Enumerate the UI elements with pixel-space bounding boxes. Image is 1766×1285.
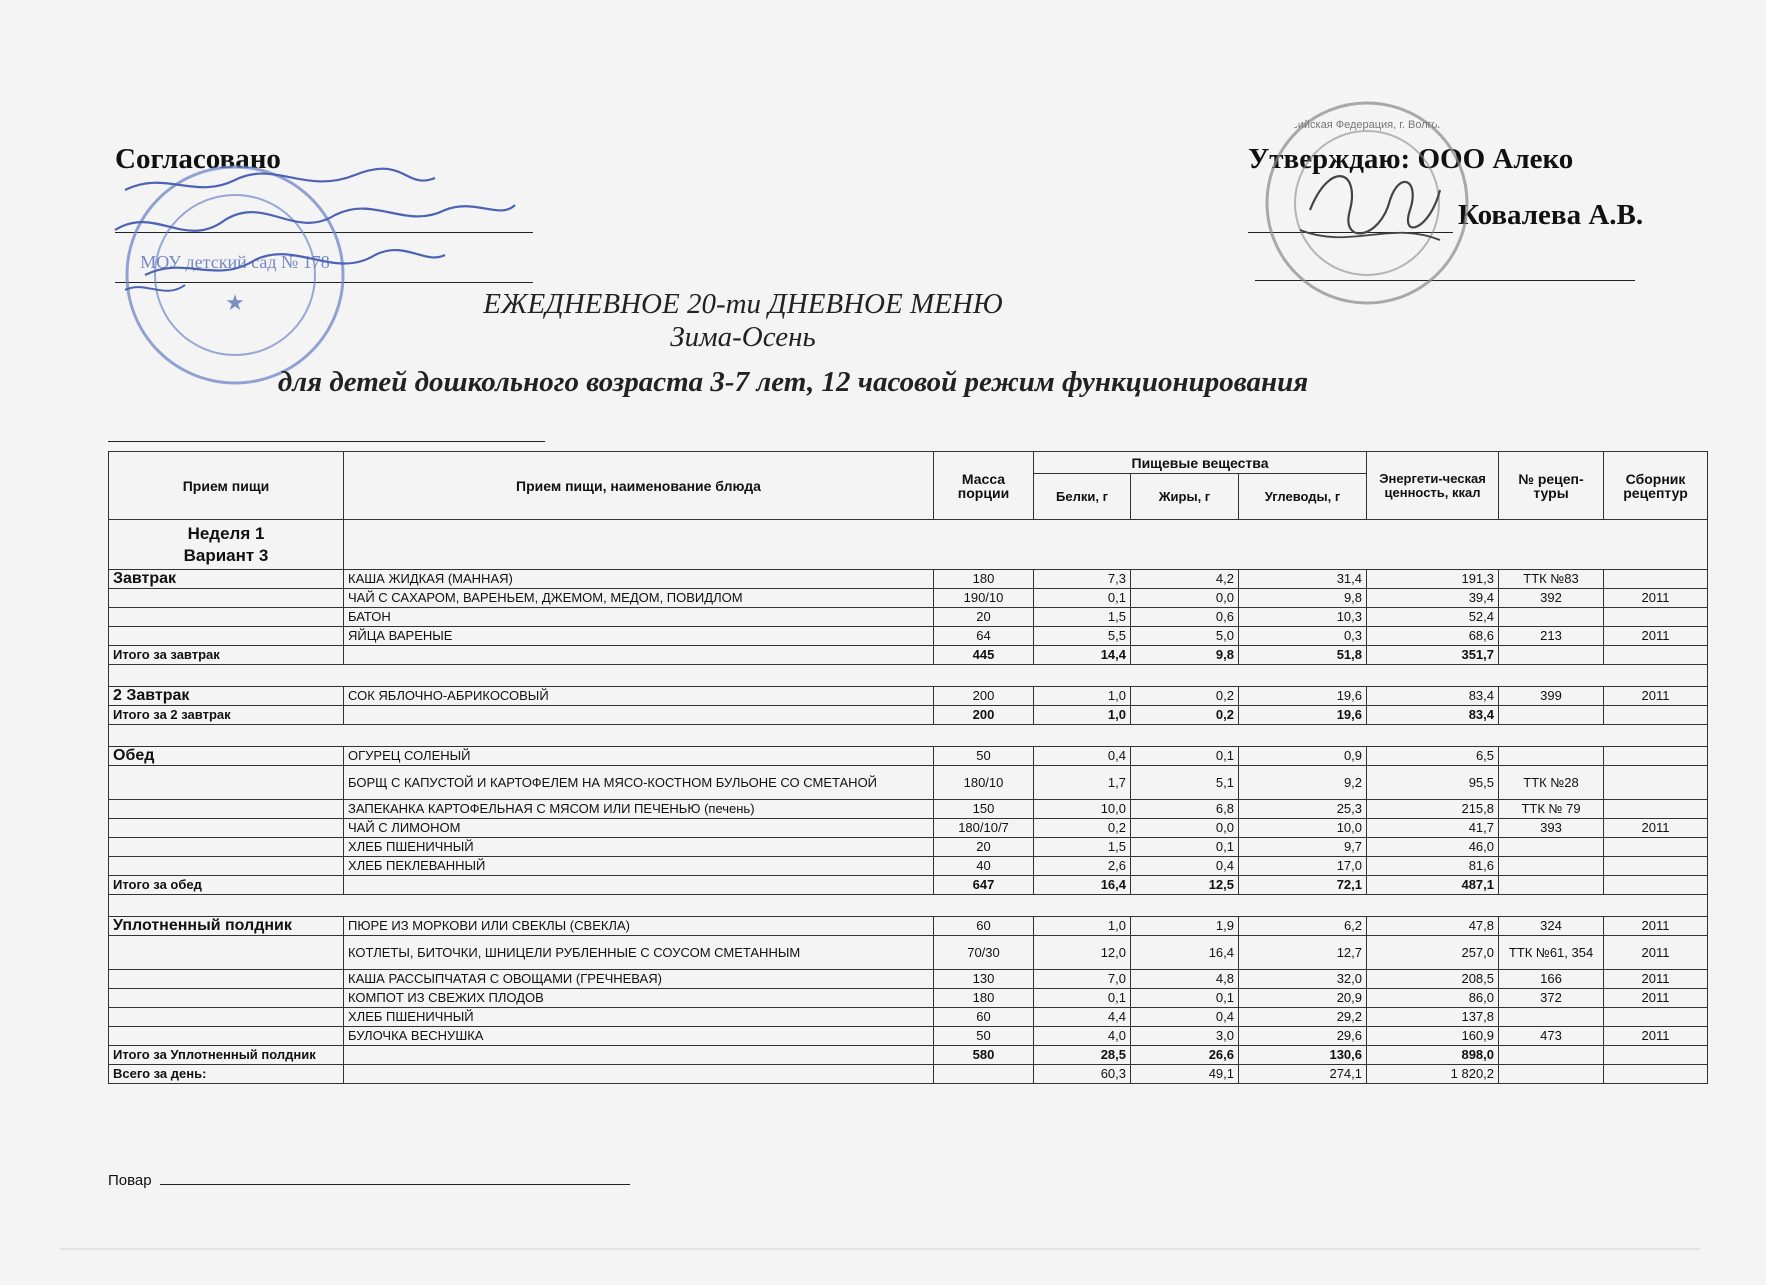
subtotal-row: [109, 876, 1708, 895]
value-f: 0,2: [1131, 687, 1239, 706]
value-f: 6,8: [1131, 800, 1239, 819]
empty-cell: [1499, 646, 1604, 665]
value-c: 17,0: [1239, 857, 1367, 876]
recipe-collection: [1604, 1008, 1708, 1027]
dish-row: [109, 970, 1708, 989]
value-f: 49,1: [1131, 1065, 1239, 1084]
recipe-collection: 2011: [1604, 627, 1708, 646]
underline-left: [108, 441, 545, 442]
value-p: 7,0: [1034, 970, 1131, 989]
value-c: 6,2: [1239, 917, 1367, 936]
subtotal-label: Итого за обед: [109, 876, 344, 895]
dish-name: ЯЙЦА ВАРЕНЫЕ: [344, 627, 934, 646]
value-e: 81,6: [1367, 857, 1499, 876]
header-nutrients: Пищевые вещества: [1034, 452, 1367, 474]
value-e: 137,8: [1367, 1008, 1499, 1027]
dish-name: ХЛЕБ ПЕКЛЕВАННЫЙ: [344, 857, 934, 876]
subtotal-label: Итого за завтрак: [109, 646, 344, 665]
recipe-number: 393: [1499, 819, 1604, 838]
dish-row: [109, 570, 1708, 589]
value-e: 257,0: [1367, 936, 1499, 970]
value-f: 0,1: [1131, 838, 1239, 857]
dish-row: [109, 589, 1708, 608]
empty-cell: [1604, 646, 1708, 665]
recipe-number: 166: [1499, 970, 1604, 989]
value-mass: 190/10: [934, 589, 1034, 608]
dish-row: [109, 857, 1708, 876]
empty-cell: [344, 876, 934, 895]
value-p: 1,5: [1034, 838, 1131, 857]
recipe-number: 399: [1499, 687, 1604, 706]
meal-name: Завтрак: [109, 570, 344, 589]
meal-name: [109, 627, 344, 646]
recipe-number: 473: [1499, 1027, 1604, 1046]
recipe-collection: 2011: [1604, 917, 1708, 936]
value-p: 10,0: [1034, 800, 1131, 819]
dish-row: [109, 1008, 1708, 1027]
value-f: 1,9: [1131, 917, 1239, 936]
meal-name: [109, 989, 344, 1008]
approver-name: Ковалева А.В.: [1458, 199, 1644, 231]
value-c: 10,3: [1239, 608, 1367, 627]
value-e: 208,5: [1367, 970, 1499, 989]
recipe-number: [1499, 747, 1604, 766]
value-f: 0,0: [1131, 819, 1239, 838]
recipe-collection: [1604, 608, 1708, 627]
value-f: 0,1: [1131, 747, 1239, 766]
menu-season: Зима-Осень: [670, 321, 816, 353]
header-mass: Масса порции: [934, 452, 1034, 520]
dish-row: [109, 627, 1708, 646]
meal-name: [109, 608, 344, 627]
recipe-collection: [1604, 800, 1708, 819]
empty-cell: [344, 1065, 934, 1084]
meal-name: [109, 936, 344, 970]
dish-name: ЧАЙ С САХАРОМ, ВАРЕНЬЕМ, ДЖЕМОМ, МЕДОМ, ПОВИДЛОМ: [344, 589, 934, 608]
value-p: 2,6: [1034, 857, 1131, 876]
meal-name: Обед: [109, 747, 344, 766]
empty-cell: [344, 646, 934, 665]
meal-name: 2 Завтрак: [109, 687, 344, 706]
cook-signature-field: [108, 1172, 630, 1189]
value-f: 4,2: [1131, 570, 1239, 589]
recipe-collection: 2011: [1604, 936, 1708, 970]
recipe-number: [1499, 608, 1604, 627]
empty-cell: [1604, 1046, 1708, 1065]
dish-name: ХЛЕБ ПШЕНИЧНЫЙ: [344, 1008, 934, 1027]
dish-row: [109, 838, 1708, 857]
value-c: 19,6: [1239, 706, 1367, 725]
value-c: 130,6: [1239, 1046, 1367, 1065]
recipe-collection: [1604, 857, 1708, 876]
value-f: 0,0: [1131, 589, 1239, 608]
value-f: 26,6: [1131, 1046, 1239, 1065]
value-e: 1 820,2: [1367, 1065, 1499, 1084]
value-mass: 180: [934, 570, 1034, 589]
meal-name: [109, 589, 344, 608]
dish-name: СОК ЯБЛОЧНО-АБРИКОСОВЫЙ: [344, 687, 934, 706]
value-p: 14,4: [1034, 646, 1131, 665]
dish-name: БУЛОЧКА ВЕСНУШКА: [344, 1027, 934, 1046]
value-mass: 50: [934, 747, 1034, 766]
value-mass: 180: [934, 989, 1034, 1008]
header-collection: Сборник рецептур: [1604, 452, 1708, 520]
recipe-number: 372: [1499, 989, 1604, 1008]
value-c: 25,3: [1239, 800, 1367, 819]
value-f: 9,8: [1131, 646, 1239, 665]
dish-row: [109, 1027, 1708, 1046]
recipe-number: 324: [1499, 917, 1604, 936]
empty-cell: [1499, 1065, 1604, 1084]
meal-name: [109, 819, 344, 838]
value-mass: 40: [934, 857, 1034, 876]
value-p: 7,3: [1034, 570, 1131, 589]
value-f: 0,6: [1131, 608, 1239, 627]
handwritten-signature-right: [1290, 150, 1450, 260]
week-variant: Вариант 3: [183, 545, 269, 565]
value-p: 0,1: [1034, 989, 1131, 1008]
dish-name: КОТЛЕТЫ, БИТОЧКИ, ШНИЦЕЛИ РУБЛЕННЫЕ С СОУСОМ СМЕТАННЫМ: [344, 936, 934, 970]
subtotal-row: [109, 706, 1708, 725]
value-f: 0,4: [1131, 857, 1239, 876]
value-mass: 50: [934, 1027, 1034, 1046]
value-p: 4,0: [1034, 1027, 1131, 1046]
value-c: 274,1: [1239, 1065, 1367, 1084]
week-label: [109, 520, 344, 570]
empty-cell: [344, 1046, 934, 1065]
value-e: 215,8: [1367, 800, 1499, 819]
value-mass: 70/30: [934, 936, 1034, 970]
dish-name: ЗАПЕКАНКА КАРТОФЕЛЬНАЯ С МЯСОМ ИЛИ ПЕЧЕНЬЮ (печень): [344, 800, 934, 819]
meal-name: [109, 838, 344, 857]
header-meal: Прием пищи: [109, 452, 344, 520]
dish-name: ЧАЙ С ЛИМОНОМ: [344, 819, 934, 838]
recipe-collection: 2011: [1604, 687, 1708, 706]
value-e: 52,4: [1367, 608, 1499, 627]
value-c: 9,7: [1239, 838, 1367, 857]
recipe-number: ТТК № 79: [1499, 800, 1604, 819]
value-p: 60,3: [1034, 1065, 1131, 1084]
value-e: 46,0: [1367, 838, 1499, 857]
value-e: 39,4: [1367, 589, 1499, 608]
meal-name: Уплотненный полдник: [109, 917, 344, 936]
meal-name: [109, 970, 344, 989]
dish-name: ОГУРЕЦ СОЛЕНЫЙ: [344, 747, 934, 766]
meal-name: [109, 1027, 344, 1046]
cook-signature-line: [160, 1184, 630, 1185]
value-e: 351,7: [1367, 646, 1499, 665]
value-p: 1,0: [1034, 687, 1131, 706]
recipe-collection: [1604, 570, 1708, 589]
value-c: 29,2: [1239, 1008, 1367, 1027]
value-e: 68,6: [1367, 627, 1499, 646]
meal-name: [109, 800, 344, 819]
empty-cell: [344, 706, 934, 725]
subtotal-row: [109, 646, 1708, 665]
value-c: 51,8: [1239, 646, 1367, 665]
header-fat: Жиры, г: [1131, 474, 1239, 520]
dish-name: КОМПОТ ИЗ СВЕЖИХ ПЛОДОВ: [344, 989, 934, 1008]
header-dish: Прием пищи, наименование блюда: [344, 452, 934, 520]
value-e: 898,0: [1367, 1046, 1499, 1065]
value-f: 0,2: [1131, 706, 1239, 725]
value-f: 4,8: [1131, 970, 1239, 989]
value-c: 0,3: [1239, 627, 1367, 646]
recipe-number: 392: [1499, 589, 1604, 608]
value-mass: 64: [934, 627, 1034, 646]
dish-name: БОРЩ С КАПУСТОЙ И КАРТОФЕЛЕМ НА МЯСО-КОСТНОМ БУЛЬОНЕ СО СМЕТАНОЙ: [344, 766, 934, 800]
value-mass: 60: [934, 917, 1034, 936]
svg-text:★: ★: [225, 290, 245, 315]
approved-right-label: Утверждаю: ООО Алеко: [1248, 143, 1574, 175]
recipe-number: ТТК №61, 354: [1499, 936, 1604, 970]
empty-cell: [1499, 876, 1604, 895]
value-mass: 60: [934, 1008, 1034, 1027]
value-mass: 20: [934, 608, 1034, 627]
week-number: Неделя 1: [187, 523, 265, 543]
value-mass: 150: [934, 800, 1034, 819]
value-e: 191,3: [1367, 570, 1499, 589]
value-mass: 647: [934, 876, 1034, 895]
value-e: 6,5: [1367, 747, 1499, 766]
spacer-row: [109, 725, 1708, 747]
dish-row: [109, 747, 1708, 766]
value-c: 9,8: [1239, 589, 1367, 608]
value-p: 1,7: [1034, 766, 1131, 800]
recipe-number: [1499, 857, 1604, 876]
spacer-row: [109, 665, 1708, 687]
subtotal-label: Итого за Уплотненный полдник: [109, 1046, 344, 1065]
empty-cell: [1604, 1065, 1708, 1084]
recipe-collection: 2011: [1604, 819, 1708, 838]
subtotal-label: Итого за 2 завтрак: [109, 706, 344, 725]
value-f: 16,4: [1131, 936, 1239, 970]
value-p: 1,5: [1034, 608, 1131, 627]
dish-row: [109, 608, 1708, 627]
value-c: 12,7: [1239, 936, 1367, 970]
spacer-row: [109, 895, 1708, 917]
grand-total-label: Всего за день:: [109, 1065, 344, 1084]
grand-total-row: [109, 1065, 1708, 1084]
menu-subtitle: для детей дошкольного возраста 3-7 лет, 12 часовой режим функционирования: [277, 366, 1309, 398]
value-c: 72,1: [1239, 876, 1367, 895]
recipe-collection: [1604, 747, 1708, 766]
value-mass: 200: [934, 687, 1034, 706]
value-p: 28,5: [1034, 1046, 1131, 1065]
value-c: 9,2: [1239, 766, 1367, 800]
header-carbs: Углеводы, г: [1239, 474, 1367, 520]
meal-name: [109, 857, 344, 876]
value-p: 0,4: [1034, 747, 1131, 766]
recipe-collection: [1604, 766, 1708, 800]
empty-cell: [1499, 706, 1604, 725]
recipe-number: [1499, 838, 1604, 857]
dish-row: [109, 800, 1708, 819]
recipe-number: [1499, 1008, 1604, 1027]
value-mass: 445: [934, 646, 1034, 665]
dish-name: КАША ЖИДКАЯ (МАННАЯ): [344, 570, 934, 589]
dish-row: [109, 989, 1708, 1008]
dish-row: [109, 819, 1708, 838]
value-f: 12,5: [1131, 876, 1239, 895]
meal-name: [109, 1008, 344, 1027]
dish-name: БАТОН: [344, 608, 934, 627]
header-protein: Белки, г: [1034, 474, 1131, 520]
value-e: 83,4: [1367, 706, 1499, 725]
value-mass: 20: [934, 838, 1034, 857]
recipe-collection: 2011: [1604, 1027, 1708, 1046]
value-c: 10,0: [1239, 819, 1367, 838]
value-f: 5,1: [1131, 766, 1239, 800]
value-e: 47,8: [1367, 917, 1499, 936]
recipe-number: ТТК №83: [1499, 570, 1604, 589]
dish-row: [109, 766, 1708, 800]
value-p: 5,5: [1034, 627, 1131, 646]
stamp-right-text: Российская Федерация, г. Волгоград: [1273, 119, 1461, 131]
value-e: 86,0: [1367, 989, 1499, 1008]
dish-name: КАША РАССЫПЧАТАЯ С ОВОЩАМИ (ГРЕЧНЕВАЯ): [344, 970, 934, 989]
value-p: 1,0: [1034, 917, 1131, 936]
value-f: 0,1: [1131, 989, 1239, 1008]
value-p: 1,0: [1034, 706, 1131, 725]
empty-cell: [934, 1065, 1034, 1084]
header-recipe: № рецеп-туры: [1499, 452, 1604, 520]
value-e: 487,1: [1367, 876, 1499, 895]
value-c: 20,9: [1239, 989, 1367, 1008]
cook-label: Повар: [108, 1172, 152, 1189]
recipe-collection: 2011: [1604, 989, 1708, 1008]
value-e: 95,5: [1367, 766, 1499, 800]
value-p: 0,2: [1034, 819, 1131, 838]
value-p: 0,1: [1034, 589, 1131, 608]
value-mass: 180/10: [934, 766, 1034, 800]
value-c: 19,6: [1239, 687, 1367, 706]
value-c: 29,6: [1239, 1027, 1367, 1046]
value-e: 83,4: [1367, 687, 1499, 706]
dish-row: [109, 936, 1708, 970]
value-e: 160,9: [1367, 1027, 1499, 1046]
dish-row: [109, 917, 1708, 936]
stamp-left-text: МОУ детский сад № 178: [140, 252, 330, 272]
menu-title: ЕЖЕДНЕВНОЕ 20-ти ДНЕВНОЕ МЕНЮ: [483, 288, 1003, 320]
empty-cell: [1499, 1046, 1604, 1065]
empty-cell: [1604, 876, 1708, 895]
value-mass: 580: [934, 1046, 1034, 1065]
dish-name: ПЮРЕ ИЗ МОРКОВИ ИЛИ СВЕКЛЫ (СВЕКЛА): [344, 917, 934, 936]
scan-edge-line: [60, 1248, 1700, 1250]
recipe-number: ТТК №28: [1499, 766, 1604, 800]
header-energy: Энергети-ческая ценность, ккал: [1367, 452, 1499, 520]
menu-table: [108, 451, 1708, 1084]
value-c: 32,0: [1239, 970, 1367, 989]
value-f: 3,0: [1131, 1027, 1239, 1046]
menu-table-body: [109, 520, 1708, 1084]
subtotal-row: [109, 1046, 1708, 1065]
recipe-number: 213: [1499, 627, 1604, 646]
value-c: 31,4: [1239, 570, 1367, 589]
recipe-collection: 2011: [1604, 970, 1708, 989]
value-p: 16,4: [1034, 876, 1131, 895]
dish-name: ХЛЕБ ПШЕНИЧНЫЙ: [344, 838, 934, 857]
value-c: 0,9: [1239, 747, 1367, 766]
empty-cell: [1604, 706, 1708, 725]
recipe-collection: 2011: [1604, 589, 1708, 608]
value-e: 41,7: [1367, 819, 1499, 838]
dish-row: [109, 687, 1708, 706]
value-f: 0,4: [1131, 1008, 1239, 1027]
value-f: 5,0: [1131, 627, 1239, 646]
value-mass: 200: [934, 706, 1034, 725]
value-mass: 180/10/7: [934, 819, 1034, 838]
recipe-collection: [1604, 838, 1708, 857]
value-p: 12,0: [1034, 936, 1131, 970]
value-p: 4,4: [1034, 1008, 1131, 1027]
meal-name: [109, 766, 344, 800]
approved-left-label: Согласовано: [115, 143, 281, 175]
value-mass: 130: [934, 970, 1034, 989]
